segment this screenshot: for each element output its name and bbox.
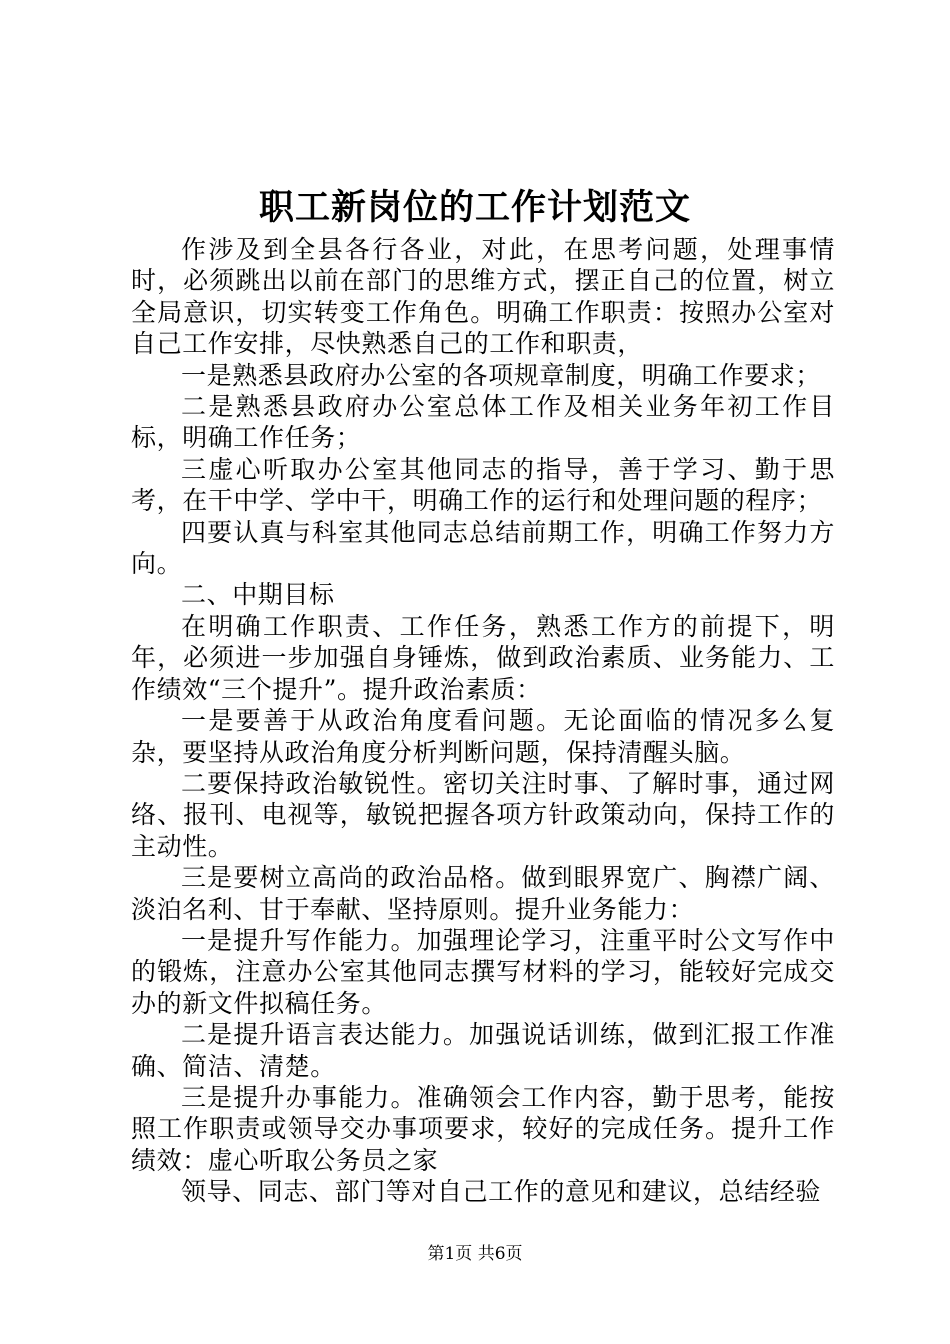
paragraph: 二是提升语言表达能力。加强说话训练，做到汇报工作准确、简洁、清楚。 bbox=[131, 1020, 835, 1081]
paragraph: 作涉及到全县各行各业，对此，在思考问题，处理事情时，必须跳出以前在部门的思维方式，摆正自己的位置，树立全局意识，切实转变工作角色。明确工作职责：按照办公室对自己工作安排，尽快熟悉自己的工作和职责， bbox=[131, 235, 835, 359]
paragraph: 四要认真与科室其他同志总结前期工作，明确工作努力方向。 bbox=[131, 517, 835, 579]
document-body bbox=[131, 234, 835, 1208]
paragraph: 在明确工作职责、工作任务，熟悉工作方的前提下，明年，必须进一步加强自身锤炼，做到政治素质、业务能力、工作绩效“三个提升”。提升政治素质： bbox=[131, 611, 835, 704]
paragraph: 二是熟悉县政府办公室总体工作及相关业务年初工作目标，明确工作任务； bbox=[131, 392, 835, 453]
paragraph: 一是熟悉县政府办公室的各项规章制度，明确工作要求； bbox=[181, 360, 822, 390]
paragraph: 二要保持政治敏锐性。密切关注时事、了解时事，通过网络、报刊、电视等，敏锐把握各项方针政策动向，保持工作的主动性。 bbox=[131, 768, 835, 861]
section-heading: 二、中期目标 bbox=[181, 580, 335, 610]
paragraph: 一是提升写作能力。加强理论学习，注重平时公文写作中的锻炼，注意办公室其他同志撰写材料的学习，能较好完成交办的新文件拟稿任务。 bbox=[131, 925, 835, 1018]
paragraph: 领导、同志、部门等对自己工作的意见和建议，总结经验 bbox=[181, 1177, 822, 1207]
page-number-footer: 第1页 共6页 bbox=[427, 1244, 523, 1264]
paragraph: 三是提升办事能力。准确领会工作内容，勤于思考，能按照工作职责或领导交办事项要求，较好的完成任务。提升工作绩效：虚心听取公务员之家 bbox=[131, 1082, 835, 1175]
paragraph: 三是要树立高尚的政治品格。做到眼界宽广、胸襟广阔、淡泊名利、甘于奉献、坚持原则。提升业务能力： bbox=[131, 863, 835, 924]
paragraph: 三虚心听取办公室其他同志的指导，善于学习、勤于思考，在干中学、学中干，明确工作的运行和处理问题的程序； bbox=[131, 454, 835, 516]
document-title: 职工新岗位的工作计划范文 bbox=[258, 187, 691, 228]
paragraph: 一是要善于从政治角度看问题。无论面临的情况多么复杂，要坚持从政治角度分析判断问题，保持清醒头脑。 bbox=[131, 706, 835, 767]
